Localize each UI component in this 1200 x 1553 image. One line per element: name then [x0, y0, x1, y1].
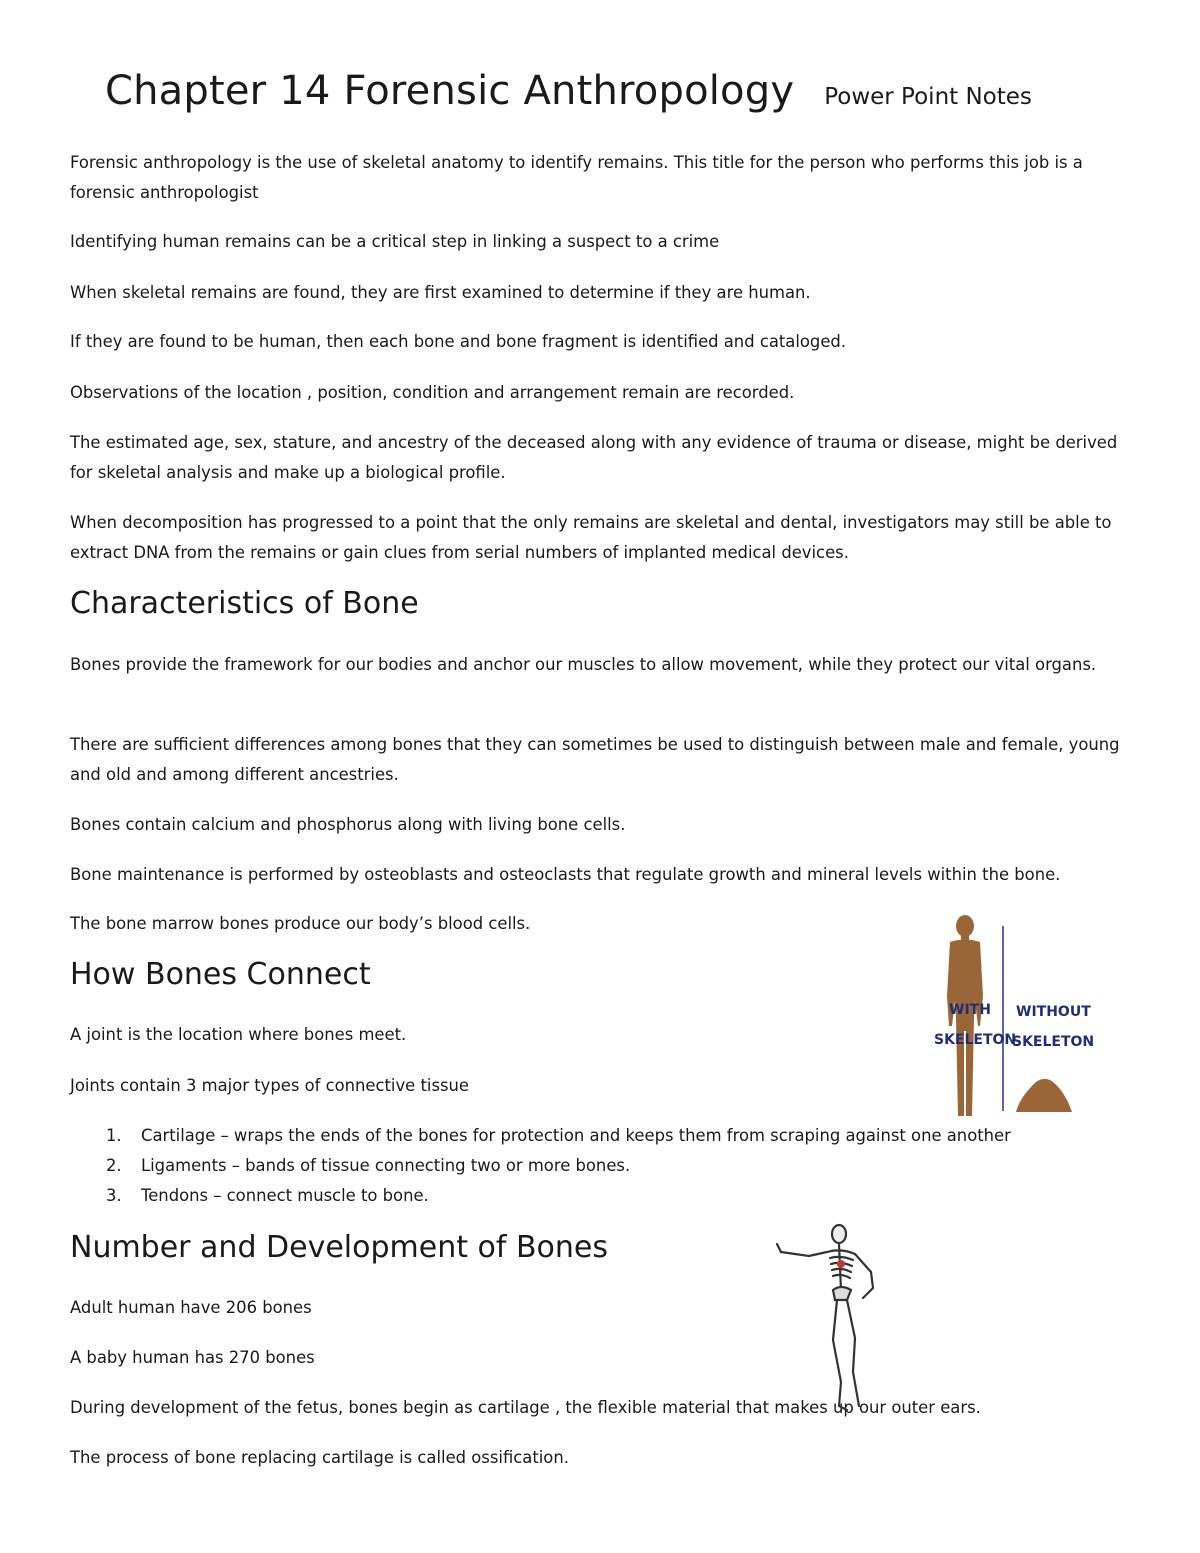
- list-text: Ligaments – bands of tissue connecting two or more bones.: [141, 1156, 631, 1175]
- connect-paragraph-2: Joints contain 3 major types of connective tissue: [70, 1076, 470, 1095]
- list-text: Tendons – connect muscle to bone.: [141, 1186, 429, 1205]
- list-item: [106, 1121, 1136, 1151]
- list-number: 1.: [106, 1126, 122, 1145]
- with-without-skeleton-figure: [928, 906, 1095, 1120]
- intro-paragraph-2: Identifying human remains can be a critical step in linking a suspect to a crime: [70, 232, 720, 251]
- connect-paragraph-1: A joint is the location where bones meet.: [70, 1025, 407, 1044]
- characteristics-paragraph-2: There are sufficient differences among bones that they can sometimes be used to distinguish between male and female, young and old and among different ancestries.: [70, 735, 1120, 784]
- number-paragraph-2: A baby human has 270 bones: [70, 1348, 315, 1367]
- label-without-skeleton: SKELETON: [1012, 1034, 1095, 1050]
- title-line: [105, 68, 1145, 114]
- characteristics-paragraph-3: Bones contain calcium and phosphorus along with living bone cells.: [70, 815, 626, 834]
- characteristics-paragraph-4: Bone maintenance is performed by osteoblasts and osteoclasts that regulate growth and mineral levels within the bone.: [70, 865, 1061, 884]
- pile-icon: [1016, 1079, 1072, 1112]
- page-title: Chapter 14 Forensic Anthropology: [105, 68, 795, 114]
- label-with-skeleton: SKELETON: [934, 1032, 1017, 1048]
- list-item: [106, 1151, 1136, 1181]
- page-subtitle: Power Point Notes: [824, 84, 1032, 110]
- number-paragraph-3: During development of the fetus, bones begin as cartilage , the flexible material that makes up our outer ears.: [70, 1398, 981, 1417]
- number-paragraph-4: The process of bone replacing cartilage is called ossification.: [70, 1448, 569, 1467]
- connective-tissue-list: [106, 1121, 1136, 1211]
- intro-paragraph-7: When decomposition has progressed to a point that the only remains are skeletal and dental, investigators may still be able to extract DNA from the remains or gain clues from serial numbers of implanted medical devices.: [70, 513, 1112, 562]
- heading-characteristics: Characteristics of Bone: [70, 586, 419, 621]
- characteristics-paragraph-1: Bones provide the framework for our bodies and anchor our muscles to allow movement, while they protect our vital organs.: [70, 655, 1097, 674]
- heading-how-bones-connect: How Bones Connect: [70, 957, 371, 992]
- number-paragraph-1: Adult human have 206 bones: [70, 1298, 312, 1317]
- intro-paragraph-4: If they are found to be human, then each bone and bone fragment is identified and cataloged.: [70, 332, 847, 351]
- list-text: Cartilage – wraps the ends of the bones for protection and keeps them from scraping against one another: [141, 1126, 1011, 1145]
- label-without: WITHOUT: [1016, 1004, 1091, 1020]
- characteristics-paragraph-5: The bone marrow bones produce our body’s blood cells.: [70, 914, 531, 933]
- skeleton-figure: [775, 1222, 887, 1412]
- heart-icon: [837, 1260, 845, 1268]
- list-number: 3.: [106, 1186, 122, 1205]
- intro-paragraph-6: The estimated age, sex, stature, and ancestry of the deceased along with any evidence of trauma or disease, might be derived for skeletal analysis and make up a biological profile.: [70, 433, 1118, 482]
- skeleton-icon: [777, 1225, 873, 1410]
- heading-number-development: Number and Development of Bones: [70, 1230, 609, 1265]
- list-number: 2.: [106, 1156, 122, 1175]
- label-with: WITH: [949, 1002, 991, 1018]
- intro-paragraph-5: Observations of the location , position, condition and arrangement remain are recorded.: [70, 383, 795, 402]
- intro-paragraph-1: Forensic anthropology is the use of skeletal anatomy to identify remains. This title for the person who performs this job is a forensic anthropologist: [70, 153, 1083, 202]
- list-item: [106, 1181, 1136, 1211]
- intro-paragraph-3: When skeletal remains are found, they are first examined to determine if they are human.: [70, 283, 811, 302]
